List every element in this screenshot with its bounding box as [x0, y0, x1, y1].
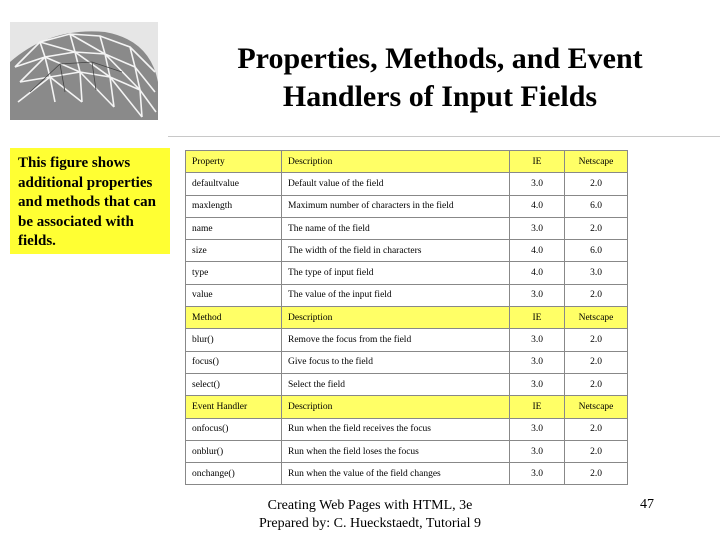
table-row	[186, 173, 628, 195]
table-section-header	[186, 396, 628, 418]
table-cell: IE	[510, 396, 565, 418]
table-cell: 3.0	[510, 373, 565, 395]
table-cell: Netscape	[565, 151, 628, 173]
table-row	[186, 373, 628, 395]
slide-title-line-2: Handlers of Input Fields	[282, 80, 598, 113]
table-row	[186, 351, 628, 373]
table-cell: 3.0	[510, 284, 565, 306]
table-cell: IE	[510, 151, 565, 173]
table-cell: 3.0	[565, 262, 628, 284]
table-cell: name	[186, 217, 282, 239]
table-cell: defaultvalue	[186, 173, 282, 195]
table-cell: select()	[186, 373, 282, 395]
table-cell: Default value of the field	[282, 173, 510, 195]
table-cell: Remove the focus from the field	[282, 329, 510, 351]
table-cell: value	[186, 284, 282, 306]
table-cell: 2.0	[565, 351, 628, 373]
table-cell: size	[186, 240, 282, 262]
table-cell: Netscape	[565, 396, 628, 418]
table-cell: 2.0	[565, 284, 628, 306]
table-cell: 2.0	[565, 463, 628, 485]
table-row	[186, 463, 628, 485]
table-cell: Run when the field receives the focus	[282, 418, 510, 440]
table-cell: The name of the field	[282, 217, 510, 239]
slide-title-line-1: Properties, Methods, and Event	[237, 42, 643, 75]
table-cell: 3.0	[510, 440, 565, 462]
table-cell: 3.0	[510, 217, 565, 239]
table-cell: 2.0	[565, 440, 628, 462]
table-cell: onblur()	[186, 440, 282, 462]
table-cell: Event Handler	[186, 396, 282, 418]
table-cell: Maximum number of characters in the field	[282, 195, 510, 217]
properties-table	[185, 150, 628, 485]
table-cell: IE	[510, 307, 565, 329]
table-cell: blur()	[186, 329, 282, 351]
table-cell: 6.0	[565, 195, 628, 217]
table-cell: Run when the field loses the focus	[282, 440, 510, 462]
page-number: 47	[640, 497, 654, 512]
table-cell: 2.0	[565, 217, 628, 239]
table-cell: 4.0	[510, 240, 565, 262]
table-cell: onfocus()	[186, 418, 282, 440]
slide-title	[190, 40, 690, 116]
table-row	[186, 217, 628, 239]
table-cell: Give focus to the field	[282, 351, 510, 373]
table-cell: Description	[282, 396, 510, 418]
table-row	[186, 284, 628, 306]
table-cell: 3.0	[510, 351, 565, 373]
table-cell: The value of the input field	[282, 284, 510, 306]
table-cell: Select the field	[282, 373, 510, 395]
table-cell: Description	[282, 151, 510, 173]
table-cell: Method	[186, 307, 282, 329]
table-cell: Property	[186, 151, 282, 173]
decorative-photo	[10, 22, 158, 120]
figure-caption: This figure shows additional properties and methods that can be associated with fields.	[10, 148, 170, 254]
table-row	[186, 195, 628, 217]
table-cell: 6.0	[565, 240, 628, 262]
table-cell: 3.0	[510, 173, 565, 195]
table-section-header	[186, 307, 628, 329]
table-cell: 3.0	[510, 418, 565, 440]
table-cell: 4.0	[510, 195, 565, 217]
table-cell: 4.0	[510, 262, 565, 284]
table-row	[186, 418, 628, 440]
slide-footer	[200, 497, 540, 533]
table-cell: The type of input field	[282, 262, 510, 284]
table-cell: maxlength	[186, 195, 282, 217]
title-divider	[168, 136, 720, 137]
table-row	[186, 240, 628, 262]
table-cell: focus()	[186, 351, 282, 373]
table-row	[186, 329, 628, 351]
table-cell: Description	[282, 307, 510, 329]
table-cell: 2.0	[565, 418, 628, 440]
footer-line-2: Prepared by: C. Hueckstaedt, Tutorial 9	[258, 516, 482, 531]
table-cell: Run when the value of the field changes	[282, 463, 510, 485]
table-cell: Netscape	[565, 307, 628, 329]
table-cell: 2.0	[565, 173, 628, 195]
table-cell: onchange()	[186, 463, 282, 485]
table-row	[186, 262, 628, 284]
table-cell: 3.0	[510, 329, 565, 351]
table-cell: type	[186, 262, 282, 284]
table-row	[186, 440, 628, 462]
table-cell: 2.0	[565, 329, 628, 351]
table-cell: 2.0	[565, 373, 628, 395]
properties-table-body	[186, 151, 628, 485]
table-section-header	[186, 151, 628, 173]
table-cell: 3.0	[510, 463, 565, 485]
footer-line-1: Creating Web Pages with HTML, 3e	[267, 498, 473, 513]
table-cell: The width of the field in characters	[282, 240, 510, 262]
